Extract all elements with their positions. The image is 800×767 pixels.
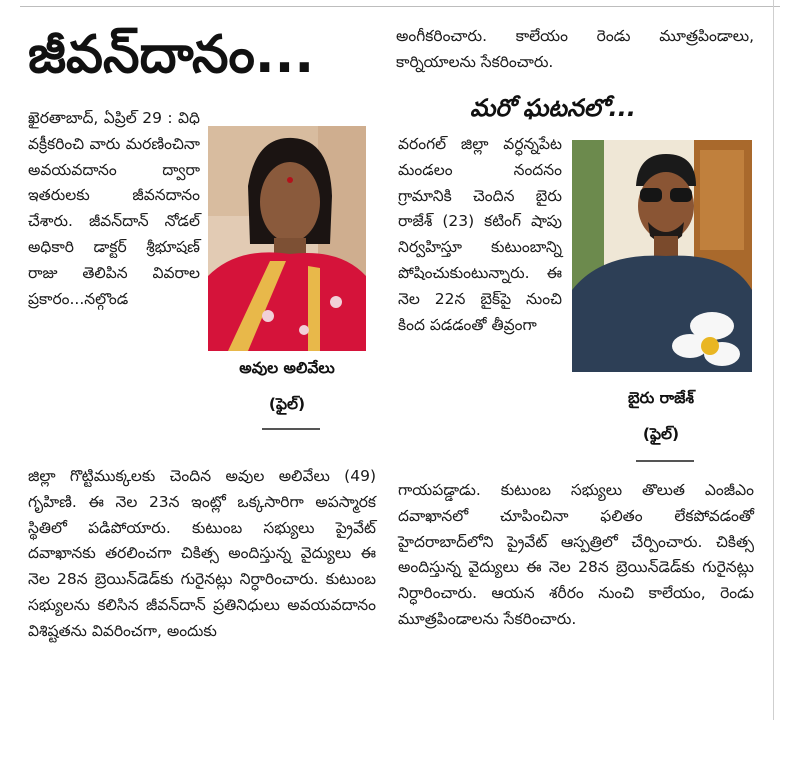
photo-avula-alivelu <box>208 126 366 351</box>
story1-body: జిల్లా గొట్టిముక్కలకు చెందిన అవుల అలివేలు (49) గృహిణి. ఈ నెల 23న ఇంట్లో ఒక్కసారిగా అపస్మారక స్థితిలో పడిపోయారు. కుటుంబ సభ్యులు ప్రైవేట్ దవాఖానకు తరలించగా చికిత్స అందిస్తున్న వైద్యులు ఈ నెల 28న బ్రెయిన్‌డెడ్‌కు గురైనట్లు నిర్ధారించారు. కుటుంబ సభ్యులను కలిసిన జీవన్‌దాన్ ప్రతినిధులు అవయవదానం విశిష్టతను వివరించగా, అందుకు <box>28 467 376 640</box>
subheading: మరో ఘటనలో... <box>470 94 636 122</box>
story2-intro: వరంగల్ జిల్లా వర్ధన్నపేట మండలం నందనం గ్రామానికి చెందిన బైరు రాజేశ్ (23) కటింగ్ షాపు నిర్వహిస్తూ కుటుంబాన్ని పోషించుకుంటున్నారు. ఈ నెల 22న బైక్‌పై నుంచి కింద పడడంతో తీవ్రంగా <box>398 135 562 334</box>
top-rule <box>20 6 780 7</box>
caption-alivelu: అవుల అలివేలు <box>239 359 335 377</box>
story1-intro: ఖైరతాబాద్, ఏప్రిల్ 29 : విధి వక్రీకరించి వారు మరణించినా అవయవదానం ద్వారా ఇతరులకు జీవనదానం చేశారు. జీవన్‌దాన్ నోడల్ అధికారి డాక్టర్ శ్రీభూషణ్ రాజు తెలిపిన వివరాల ప్రకారం...నల్గొండ <box>28 109 200 308</box>
caption-rule <box>636 460 694 462</box>
column-rule <box>773 0 774 720</box>
portrait-man-image <box>572 140 752 372</box>
portrait-woman-image <box>208 126 366 351</box>
headline: జీవన్‌దానం... <box>28 25 315 85</box>
caption-alivelu-file: (ఫైల్) <box>268 395 306 413</box>
caption-rule <box>262 428 320 430</box>
photo-bairu-rajesh <box>572 140 752 372</box>
caption-rajesh: బైరు రాజేశ్ <box>628 389 694 407</box>
caption-rajesh-file: (ఫైల్) <box>642 425 680 443</box>
story1-continued: అంగీకరించారు. కాలేయం రెండు మూత్రపిండాలు, కార్నియాలను సేకరించారు. <box>396 27 754 71</box>
story2-body: గాయపడ్డాడు. కుటుంబ సభ్యులు తొలుత ఎంజీఎం దవాఖానలో చూపించినా ఫలితం లేకపోవడంతో హైదరాబాద్‌లోని ప్రైవేట్ ఆస్పత్రిలో చేర్పించారు. చికిత్స అందిస్తున్న వైద్యులు ఈ నెల 28న బ్రెయిన్‌డెడ్‌కు గురైనట్లు నిర్ధారించారు. ఆయన శరీరం నుంచి కాలేయం, రెండు మూత్రపిండాలను సేకరించారు. <box>398 481 754 628</box>
